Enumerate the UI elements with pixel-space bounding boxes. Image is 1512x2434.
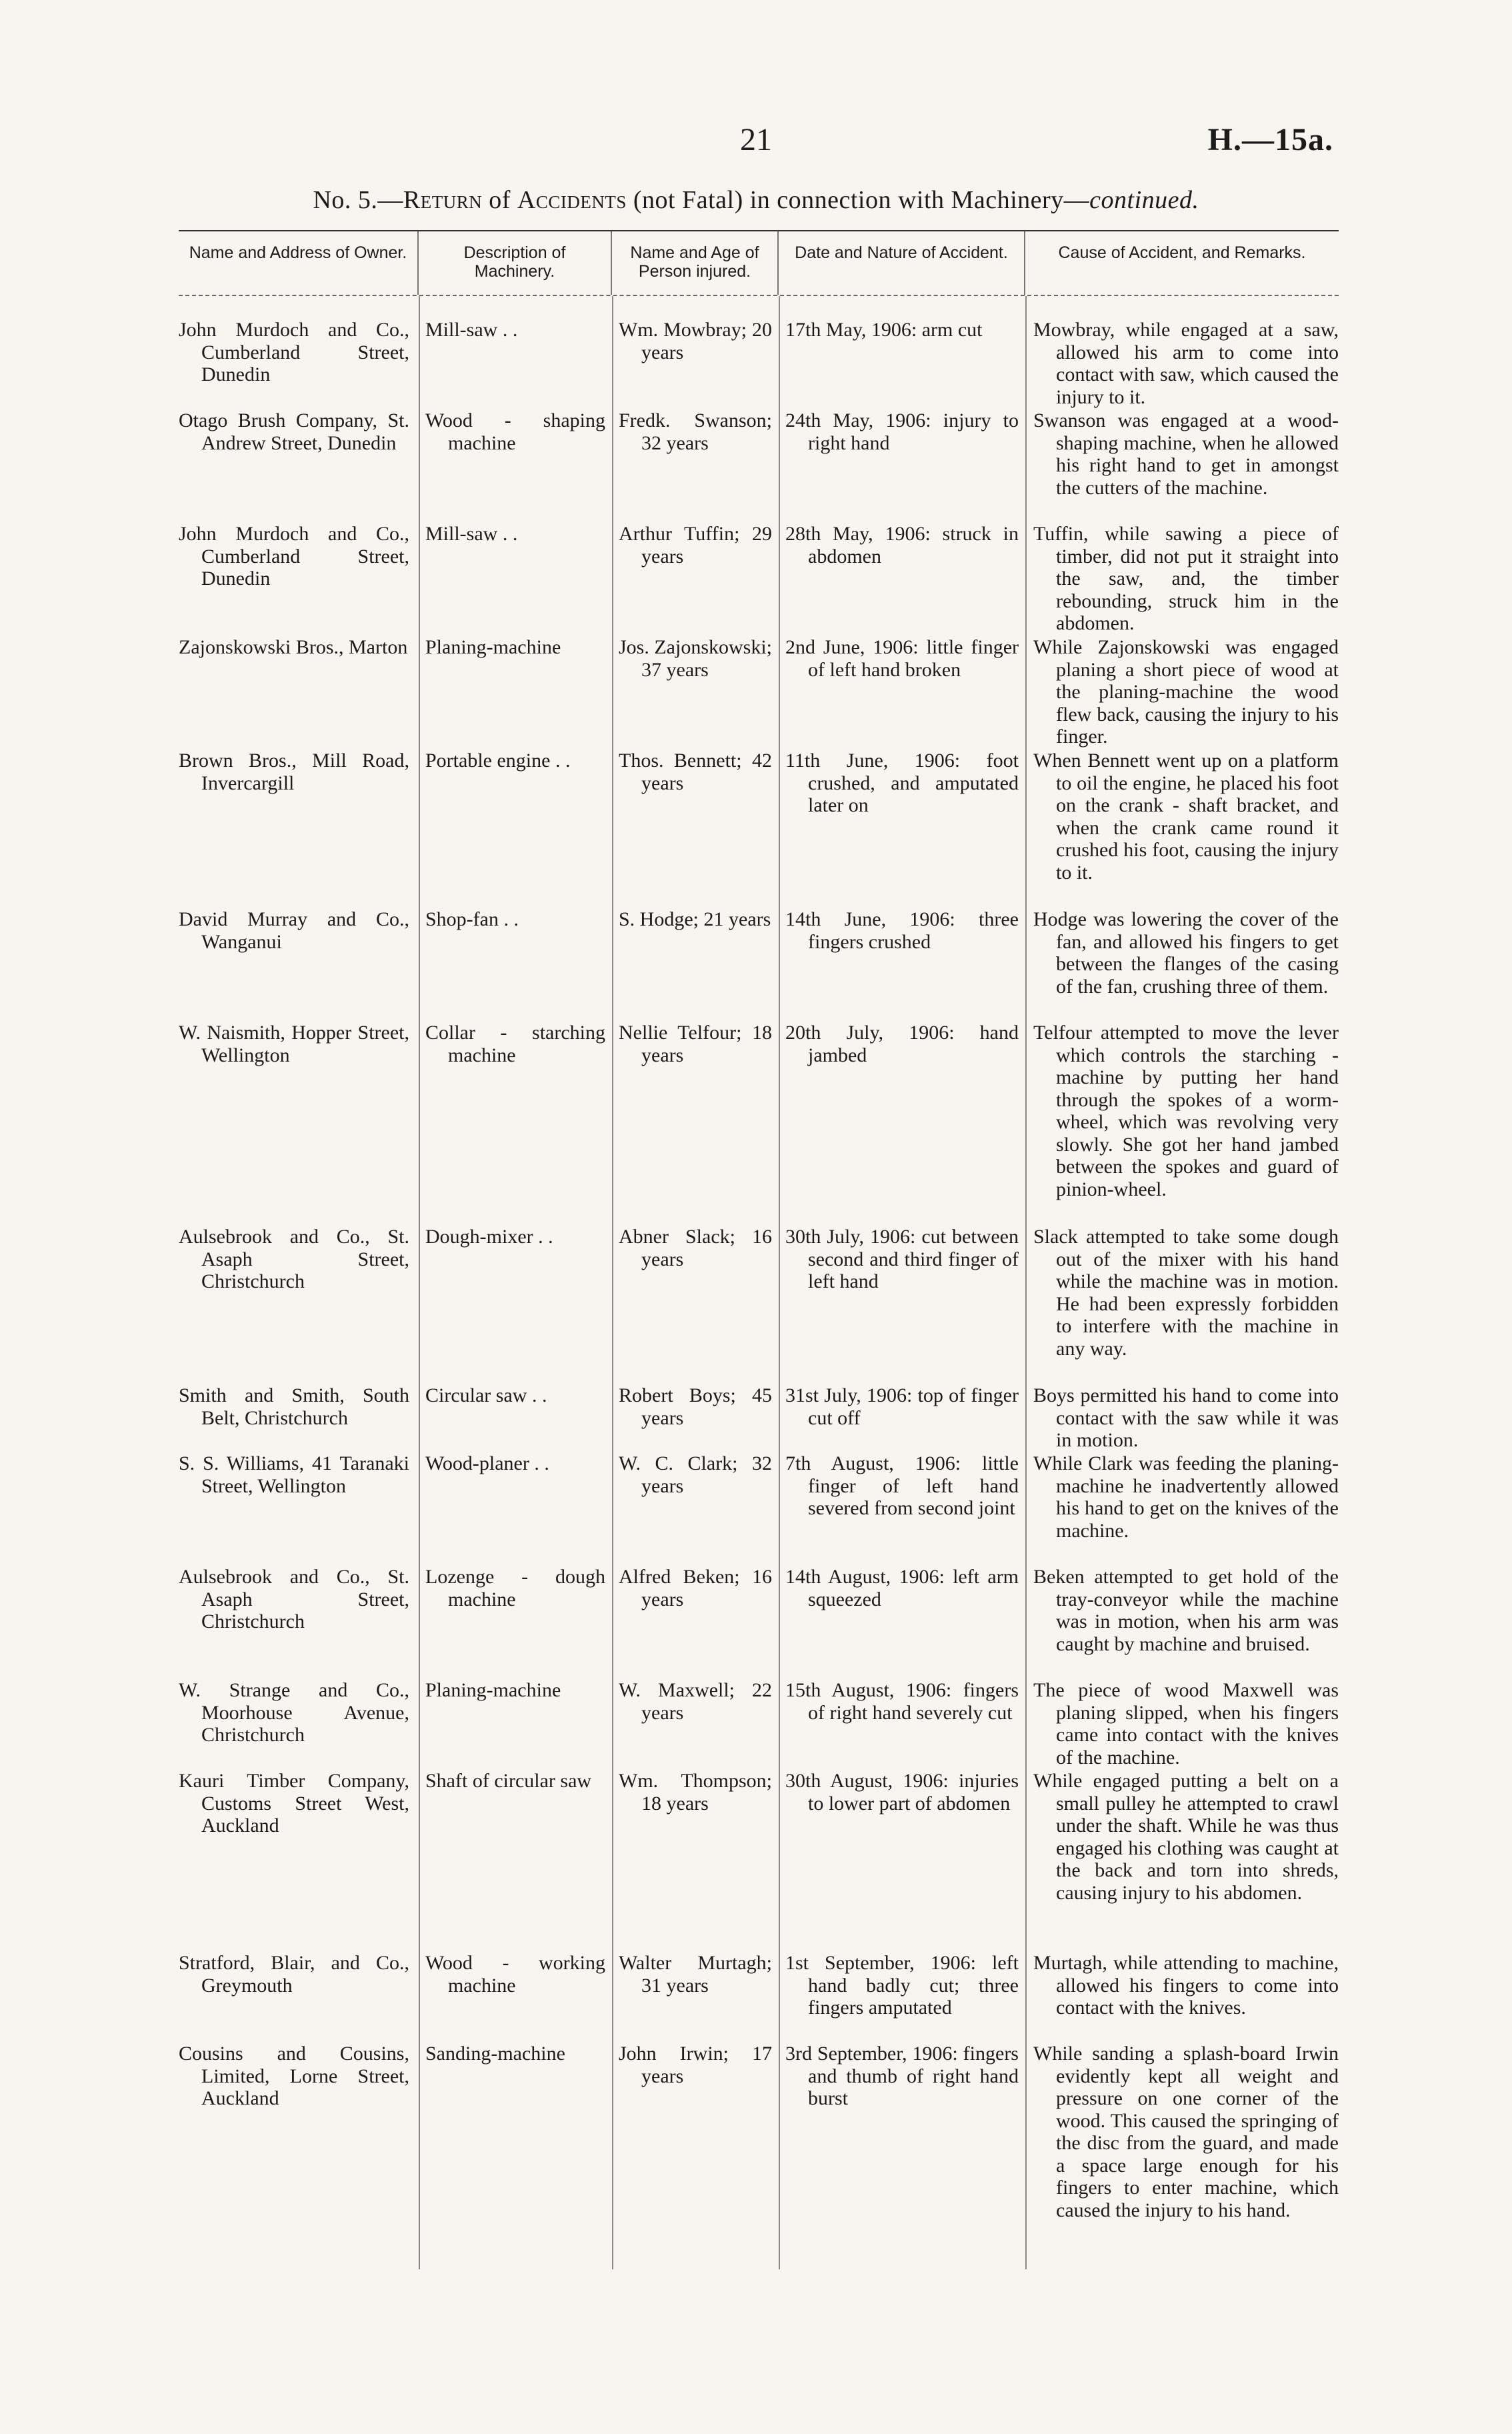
cell-machinery: Wood-planer . . [425, 1452, 549, 1474]
cell-machinery: Mill-saw . . [425, 523, 518, 545]
column-header-cause: Cause of Accident, and Remarks. [1058, 243, 1306, 262]
title-prefix: No. 5.— [313, 186, 403, 214]
cell-machinery: Lozenge - dough machine [425, 1566, 605, 1610]
cell-date-nature: 14th June, 1906: three fingers crushed [785, 908, 1019, 953]
cell-machinery: Dough-mixer . . [425, 1226, 553, 1248]
cell-person: Walter Murtagh; 31 years [619, 1952, 772, 1997]
cell-cause: Swanson was engaged at a wood-shaping machine, when he allowed his right hand to get in amongst the cutters of the machine. [1033, 409, 1339, 499]
cell-cause: Boys permitted his hand to come into contact with the saw while it was in motion. [1033, 1384, 1339, 1451]
cell-owner: John Murdoch and Co., Cumberland Street, Dunedin [179, 523, 409, 589]
cell-date-nature: 1st September, 1906: left hand badly cut; three fingers amputated [785, 1952, 1019, 2019]
column-header-owner: Name and Address of Owner. [179, 231, 419, 295]
title-accidents-word: Accidents [517, 186, 627, 214]
cell-person: Arthur Tuffin; 29 years [619, 523, 772, 567]
title-of-word: of [482, 186, 517, 214]
cell-owner: W. Naismith, Hopper Street, Wellington [179, 1022, 409, 1066]
cell-machinery: Circular saw . . [425, 1384, 547, 1406]
cell-cause: Murtagh, while attending to machine, allowed his fingers to come into contact with the knives. [1033, 1952, 1339, 2019]
document-code: H.—15a. [1207, 122, 1333, 157]
cell-owner: W. Strange and Co., Moorhouse Avenue, Christchurch [179, 1679, 409, 1746]
cell-person: W. Maxwell; 22 years [619, 1679, 772, 1724]
cell-person: Wm. Thompson; 18 years [619, 1770, 772, 1814]
cell-cause: While engaged putting a belt on a small pulley he attempted to crawl under the shaft. While he was thus engaged his clothing was caught at the back and torn into shreds, causing injury to his abdomen. [1033, 1770, 1339, 1904]
cell-date-nature: 30th July, 1906: cut between second and third finger of left hand [785, 1226, 1019, 1292]
cell-machinery: Wood - shaping machine [425, 409, 605, 454]
cell-cause: While sanding a splash-board Irwin evidently kept all weight and pressure on one corner of the wood. This caused the springing of the disc from the guard, and made a space large enough for his fingers to enter machine, which caused the injury to his hand. [1033, 2043, 1339, 2221]
cell-owner: Kauri Timber Company, Customs Street West, Auckland [179, 1770, 409, 1837]
accidents-table [179, 230, 1339, 2269]
cell-owner: S. S. Williams, 41 Taranaki Street, Wellington [179, 1452, 409, 1497]
cell-cause: Hodge was lowering the cover of the fan, and allowed his fingers to get between the flanges of the casing of the fan, crushing three of them. [1033, 908, 1339, 998]
table-header [179, 230, 1339, 296]
cell-date-nature: 28th May, 1906: struck in abdomen [785, 523, 1019, 567]
column-header-person: Name and Age of Person injured. [612, 231, 779, 295]
column-header-date: Date and Nature of Accident. [779, 231, 1025, 295]
return-title [0, 185, 1512, 215]
cell-machinery: Shaft of circular saw [425, 1770, 592, 1792]
column-rule [419, 296, 420, 2269]
cell-owner: Zajonskowski Bros., Marton [179, 636, 408, 658]
cell-cause: Mowbray, while engaged at a saw, allowed his arm to come into contact with saw, which caused the injury to it. [1033, 319, 1339, 408]
cell-date-nature: 3rd September, 1906: fingers and thumb of right hand burst [785, 2043, 1019, 2109]
cell-cause: The piece of wood Maxwell was planing slipped, when his fingers came into contact with the knives of the machine. [1033, 1679, 1339, 1768]
cell-machinery: Shop-fan . . [425, 908, 519, 930]
cell-owner: Aulsebrook and Co., St. Asaph Street, Christchurch [179, 1226, 409, 1292]
title-return-word: Return [403, 186, 483, 214]
cell-person: Robert Boys; 45 years [619, 1384, 772, 1429]
cell-machinery: Planing-machine [425, 636, 561, 658]
cell-cause: Beken attempted to get hold of the tray-conveyor while the machine was in motion, when his arm was caught by machine and bruised. [1033, 1566, 1339, 1655]
cell-person: Jos. Zajonskowski; 37 years [619, 636, 773, 681]
cell-owner: Stratford, Blair, and Co., Greymouth [179, 1952, 409, 1997]
cell-person: S. Hodge; 21 years [619, 908, 771, 930]
cell-date-nature: 15th August, 1906: fingers of right hand severely cut [785, 1679, 1019, 1724]
cell-cause: Tuffin, while sawing a piece of timber, did not put it straight into the saw, and, the timber rebounding, struck him in the abdomen. [1033, 523, 1339, 634]
cell-machinery: Portable engine . . [425, 750, 571, 772]
cell-owner: Aulsebrook and Co., St. Asaph Street, Christchurch [179, 1566, 409, 1632]
cell-machinery: Wood - working machine [425, 1952, 605, 1997]
cell-cause: When Bennett went up on a platform to oil the engine, he placed his foot on the crank - shaft bracket, and when the crank came round it crushed his foot, causing the injury to it. [1033, 750, 1339, 884]
cell-owner: Cousins and Cousins, Limited, Lorne Street, Auckland [179, 2043, 409, 2109]
cell-date-nature: 7th August, 1906: little finger of left hand severed from second joint [785, 1452, 1019, 1519]
cell-date-nature: 24th May, 1906: injury to right hand [785, 409, 1019, 454]
cell-owner: Brown Bros., Mill Road, Invercargill [179, 750, 409, 794]
column-rule [779, 296, 780, 2269]
title-middle: (not Fatal) in connection with Machinery— [626, 186, 1090, 214]
column-rule [1025, 296, 1027, 2269]
cell-machinery: Collar - starching machine [425, 1022, 605, 1066]
cell-date-nature: 2nd June, 1906: little finger of left hand broken [785, 636, 1019, 681]
column-rule [612, 296, 613, 2269]
cell-person: Fredk. Swanson; 32 years [619, 409, 772, 454]
cell-cause: While Zajonskowski was engaged planing a short piece of wood at the planing-machine the wood flew back, causing the injury to his finger. [1033, 636, 1339, 748]
page-number: 21 [740, 122, 772, 157]
cell-machinery: Planing-machine [425, 1679, 561, 1701]
title-suffix: continued. [1089, 186, 1199, 214]
cell-person: John Irwin; 17 years [619, 2043, 772, 2087]
cell-person: Abner Slack; 16 years [619, 1226, 772, 1270]
cell-date-nature: 20th July, 1906: hand jambed [785, 1022, 1019, 1066]
cell-date-nature: 31st July, 1906: top of finger cut off [785, 1384, 1019, 1429]
cell-cause: Slack attempted to take some dough out of the mixer with his hand while the machine was in motion. He had been expressly forbidden to interfere with the machine in any way. [1033, 1226, 1339, 1360]
cell-owner: Otago Brush Company, St. Andrew Street, Dunedin [179, 409, 409, 454]
column-header-machinery: Description of Machinery. [419, 231, 612, 295]
cell-cause: While Clark was feeding the planing-machine he inadvertently allowed his hand to get on the knives of the machine. [1033, 1452, 1339, 1542]
cell-date-nature: 14th August, 1906: left arm squeezed [785, 1566, 1019, 1610]
cell-owner: David Murray and Co., Wanganui [179, 908, 409, 953]
cell-machinery: Sanding-machine [425, 2043, 565, 2065]
cell-owner: John Murdoch and Co., Cumberland Street, Dunedin [179, 319, 409, 385]
cell-person: Thos. Bennett; 42 years [619, 750, 772, 794]
cell-date-nature: 11th June, 1906: foot crushed, and amputated later on [785, 750, 1019, 816]
cell-person: Nellie Telfour; 18 years [619, 1022, 772, 1066]
cell-person: Alfred Beken; 16 years [619, 1566, 772, 1610]
cell-owner: Smith and Smith, South Belt, Christchurch [179, 1384, 409, 1429]
cell-cause: Telfour attempted to move the lever which controls the starching - machine by putting her hand through the spokes of a worm-wheel, which was revolving very slowly. She got her hand jambed between the spokes and guard of pinion-wheel. [1033, 1022, 1339, 1200]
cell-date-nature: 30th August, 1906: injuries to lower part of abdomen [785, 1770, 1019, 1814]
cell-person: W. C. Clark; 32 years [619, 1452, 772, 1497]
cell-date-nature: 17th May, 1906: arm cut [785, 319, 983, 341]
cell-machinery: Mill-saw . . [425, 319, 518, 341]
table-body [179, 296, 1339, 2269]
page-header [0, 121, 1512, 161]
cell-person: Wm. Mowbray; 20 years [619, 319, 772, 363]
